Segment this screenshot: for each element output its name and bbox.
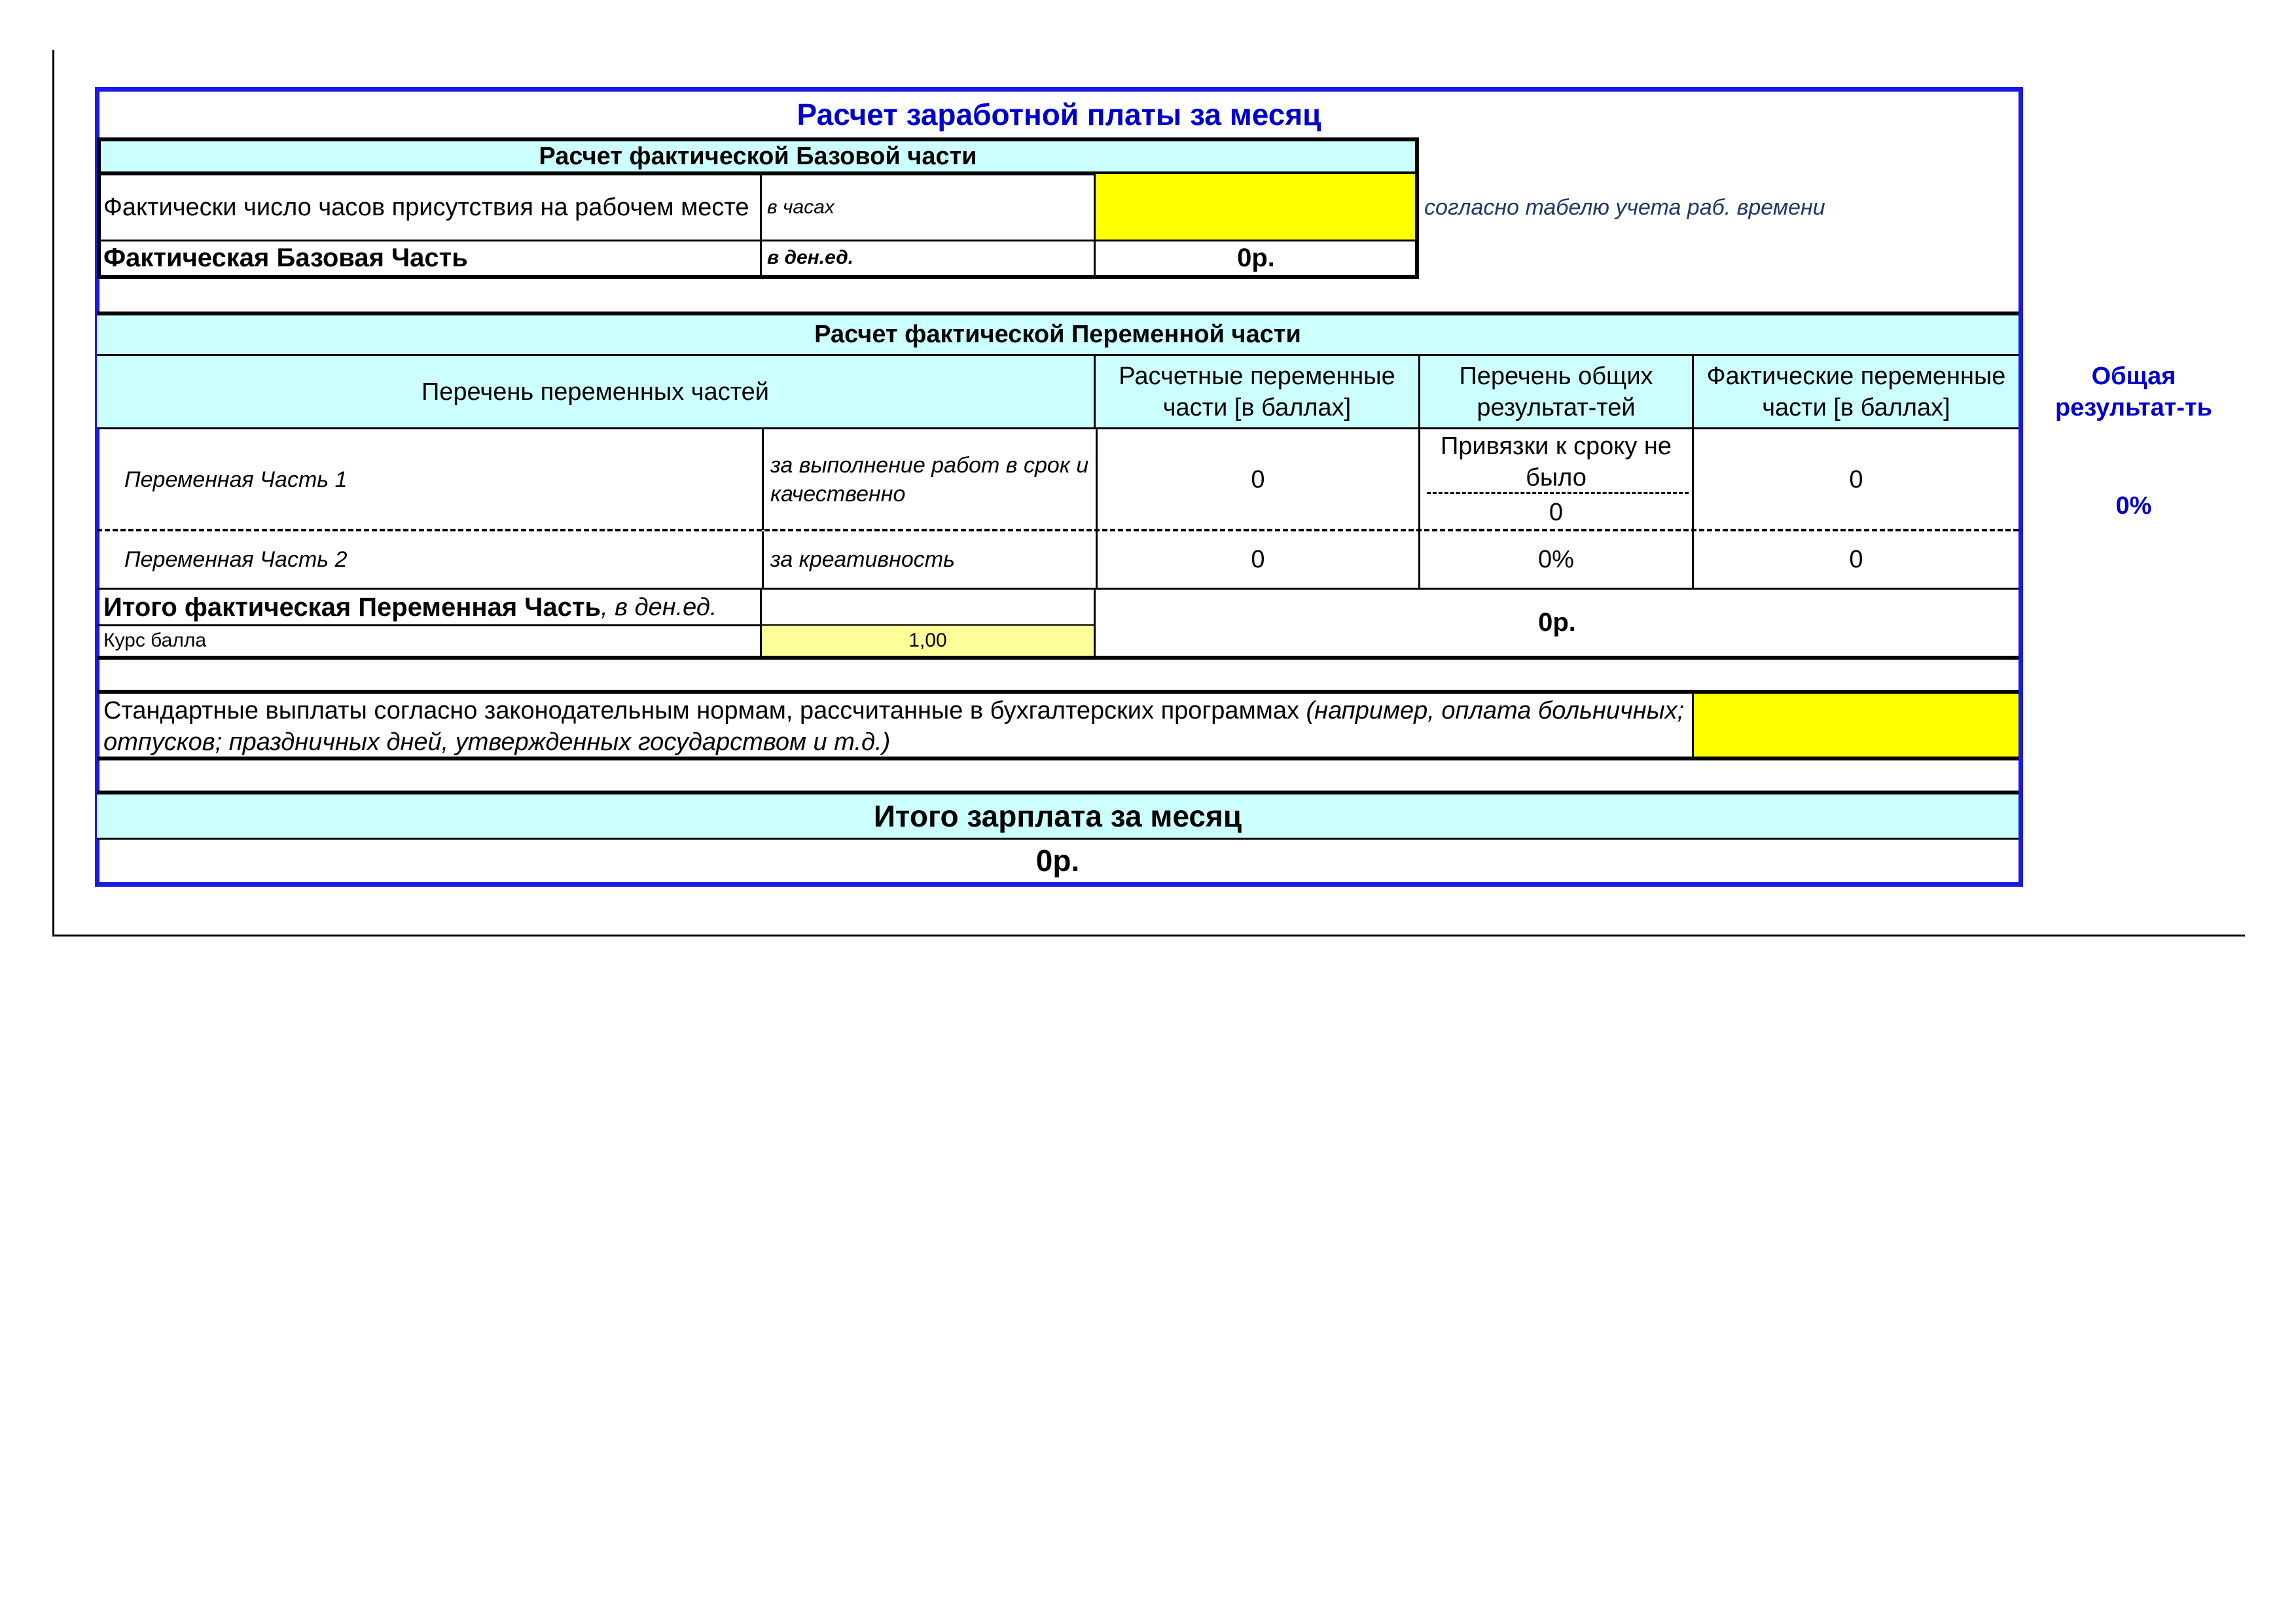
hours-input[interactable] [1096, 174, 1416, 241]
variable-row-1-actual: 0 [1849, 466, 1863, 493]
standard-input[interactable] [1694, 694, 2018, 757]
variable-row-2-actual: 0 [1849, 546, 1863, 573]
total-value: 0р. [1035, 844, 1080, 878]
variable-total-unit: , в ден.ед. [601, 593, 717, 621]
variable-total-value: 0р. [1538, 607, 1576, 637]
hours-unit: в часах [762, 174, 1096, 241]
base-total-label: Фактическая Базовая Часть [99, 241, 762, 275]
variable-row-2-name: Переменная Часть 2 [124, 547, 348, 572]
overall-value: 0% [2115, 491, 2152, 520]
variable-row-1-common-top: Привязки к сроку не было [1420, 429, 1694, 495]
variable-total-label-cell [99, 589, 762, 626]
overall-label: Общая результат-ть [2054, 363, 2213, 421]
total-label: Итого зарплата за месяц [97, 794, 2018, 838]
variable-block-bottom [97, 656, 2018, 660]
variable-row-1-common-bottom: 0 [1420, 495, 1694, 530]
variable-row-2-common: 0% [1420, 531, 1694, 588]
variable-row-2-calc: 0 [1096, 531, 1420, 588]
base-total-unit: в ден.ед. [762, 241, 1096, 275]
rate-label: Курс балла [99, 626, 762, 656]
rate-input[interactable]: 1,00 [762, 626, 1096, 656]
base-section-header: Расчет фактической Базовой части [97, 137, 1419, 175]
standard-label-cell [99, 694, 1694, 759]
variable-row-1-name: Переменная Часть 1 [124, 467, 348, 492]
col-header-calc: Расчетные переменные части [в баллах] [1096, 356, 1420, 429]
standard-block-bottom [97, 757, 2018, 760]
base-total-value: 0р. [1237, 243, 1275, 272]
variable-row-1-desc: за выполнение работ в срок и качественно [762, 429, 1096, 530]
variable-total-blank [762, 589, 1096, 626]
col-header-list: Перечень переменных частей [97, 356, 1096, 429]
col-header-actual: Фактические переменные части [в баллах] [1694, 356, 2018, 429]
page-frame-bottom [52, 935, 2245, 936]
standard-note: (например, оплата больничных; отпусков; праздничных дней, утвержденных государством и т.д.) [103, 697, 1685, 756]
page-frame-left [52, 50, 54, 935]
variable-section-header: Расчет фактической Переменной части [97, 312, 2018, 356]
hours-note: согласно табелю учета раб. времени [1424, 195, 1825, 220]
variable-row-1-calc: 0 [1096, 429, 1420, 530]
variable-total-label: Итого фактическая Переменная Часть [103, 592, 601, 622]
col-header-common: Перечень общих результат-тей [1420, 356, 1694, 429]
sheet-title: Расчет заработной платы за месяц [797, 98, 1321, 132]
variable-row-2-desc: за креативность [762, 531, 1096, 588]
hours-label: Фактически число часов присутствия на рабочем месте [99, 174, 762, 241]
standard-label: Стандартные выплаты согласно законодательным нормам, рассчитанные в бухгалтерских программах [103, 697, 1299, 724]
common-divider [1427, 492, 1689, 494]
